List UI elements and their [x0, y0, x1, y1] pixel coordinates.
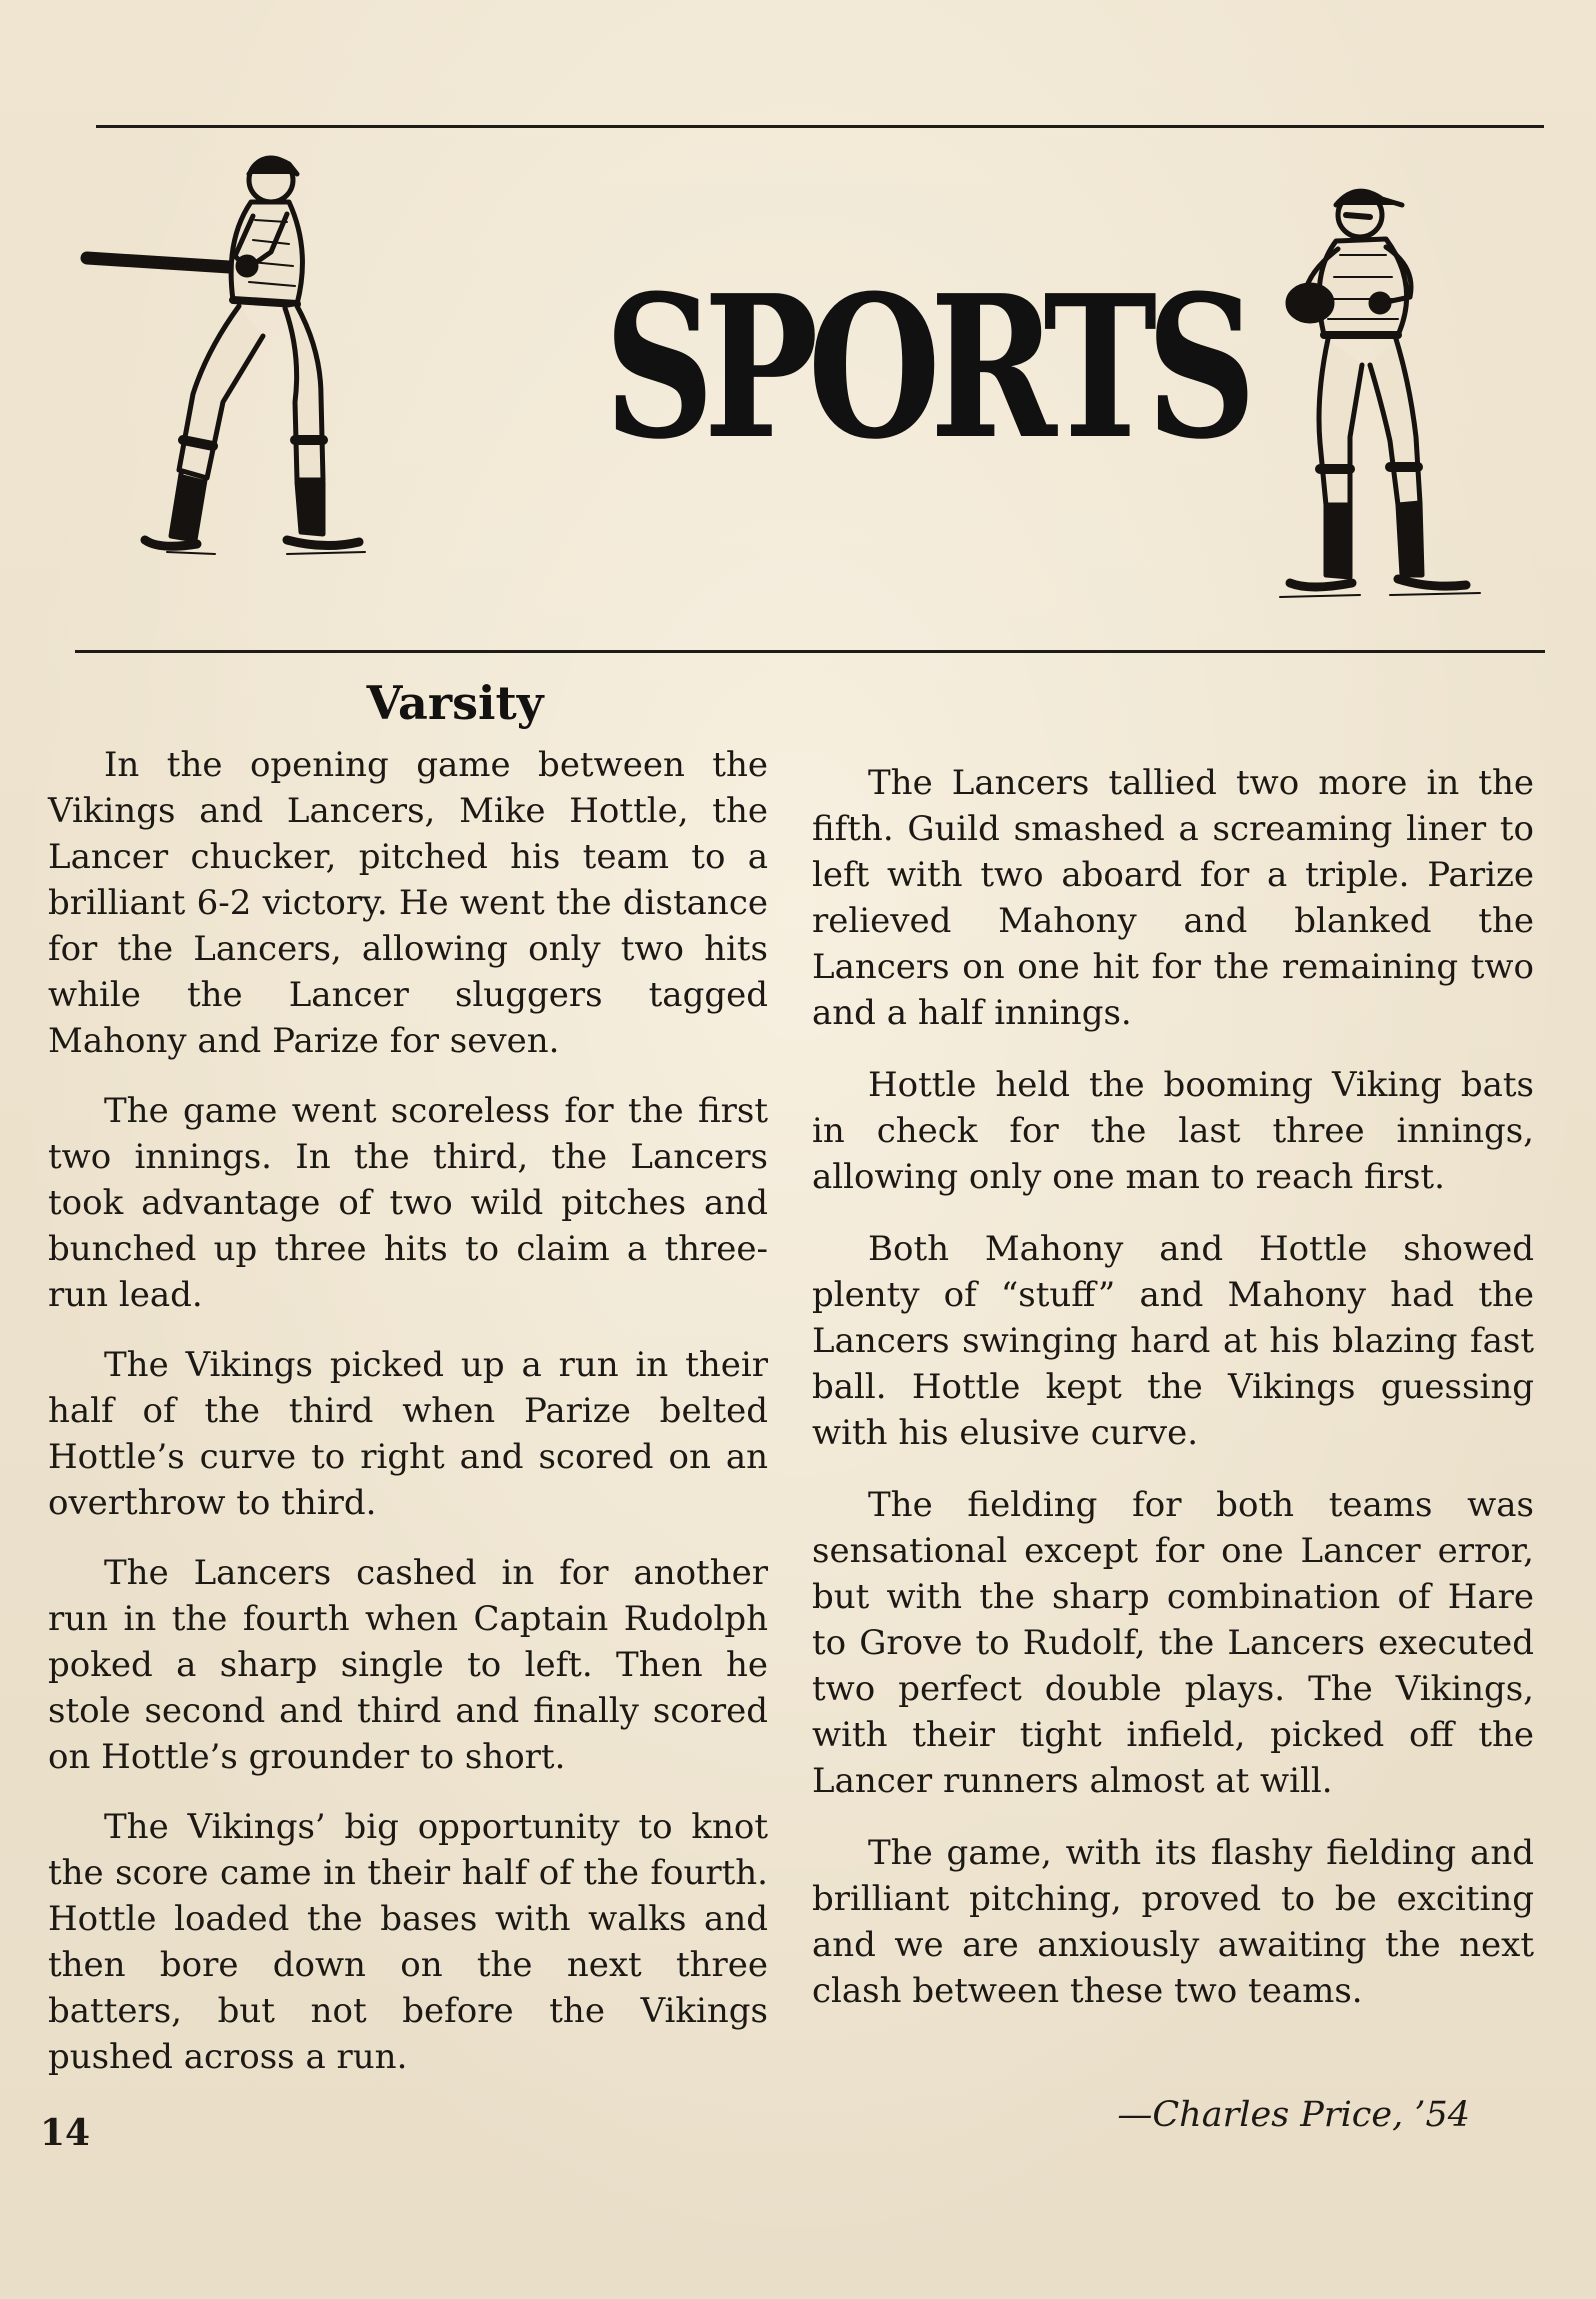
paragraph: The fielding for both teams was sensational except for one Lancer error, but with the sharp combination of Hare to Grove to Rudolf, the Lancers executed two perfect double plays. The Vikings, with their tight infield, picked off the Lancer runners almost at will. — [812, 1485, 1534, 1801]
paragraph: The Vikings’ big opportunity to knot the score came in their half of the fourth. Hottle loaded the bases with walks and then bore down on the next three batters, but not before the Vikings pushed across a run. — [48, 1807, 768, 2077]
section-title: Varsity — [366, 676, 544, 730]
paragraph: The Lancers tallied two more in the fifth. Guild smashed a screaming liner to left with two aboard for a triple. Parize relieved Mahony and blanked the Lancers on one hit for the remaining two and a half innings. — [812, 763, 1534, 1033]
paragraph: Hottle held the booming Viking bats in check for the last three innings, allowing only one man to reach first. — [812, 1065, 1534, 1197]
paragraph: The game, with its flashy fielding and brilliant pitching, proved to be exciting and we are anxiously awaiting the next clash between these two teams. — [812, 1833, 1534, 2011]
page-title: SPORTS — [604, 253, 1246, 483]
catcher-illustration — [1270, 175, 1495, 620]
page-number: 14 — [40, 2112, 91, 2154]
paragraph: The Lancers cashed in for another run in the fourth when Captain Rudolph poked a sharp single to left. Then he stole second and third and finally scored on Hottle’s grounder to short. — [48, 1553, 768, 1777]
section-rule — [75, 650, 1545, 653]
paragraph: The game went scoreless for the first two innings. In the third, the Lancers took advantage of two wild pitches and bunched up three hits to claim a three-run lead. — [48, 1091, 768, 1315]
author-byline: —Charles Price, ’54 — [1117, 2095, 1470, 2135]
right-column — [812, 760, 1534, 2040]
paragraph: In the opening game between the Vikings and Lancers, Mike Hottle, the Lancer chucker, pitched his team to a brilliant 6-2 victory. He went the distance for the Lancers, allowing only two hits while the Lancer sluggers tagged Mahony and Parize for seven. — [48, 745, 768, 1061]
batter-illustration — [75, 140, 405, 580]
top-rule — [96, 125, 1544, 128]
left-column — [48, 742, 768, 2104]
paragraph: Both Mahony and Hottle showed plenty of “stuff” and Mahony had the Lancers swinging hard at his blazing fast ball. Hottle kept the Vikings guessing with his elusive curve. — [812, 1229, 1534, 1453]
paragraph: The Vikings picked up a run in their half of the third when Parize belted Hottle’s curve to right and scored on an overthrow to third. — [48, 1345, 768, 1523]
